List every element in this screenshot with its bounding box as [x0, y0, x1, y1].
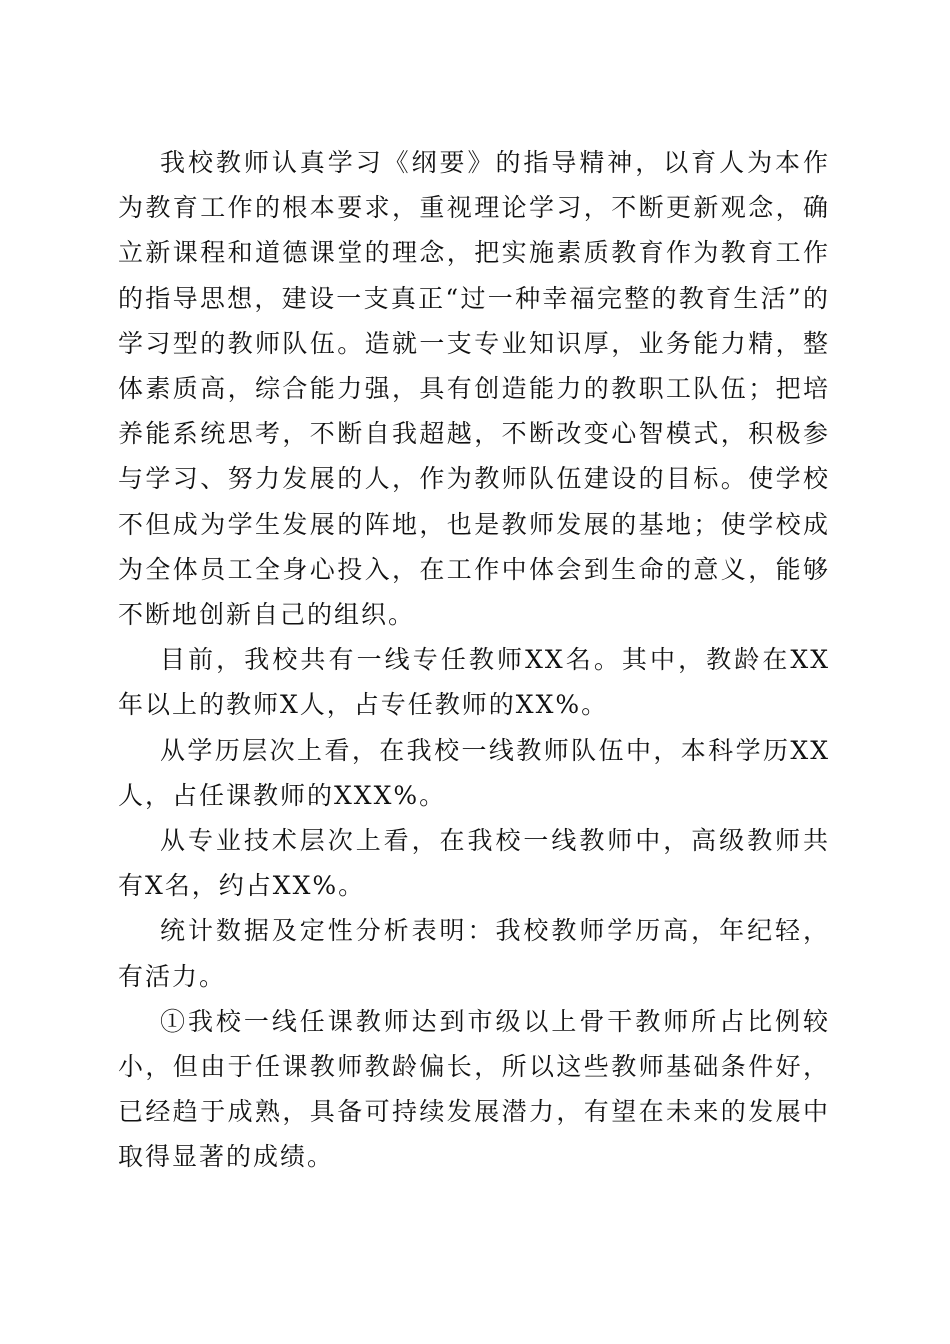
- paragraph-2: 目前，我校共有一线专任教师XX名。其中，教龄在XX年以上的教师X人，占专任教师的XX%。: [118, 645, 830, 720]
- paragraph-5: 统计数据及定性分析表明：我校教师学历高，年纪轻，有活力。: [118, 916, 830, 991]
- paragraph-1: 我校教师认真学习《纲要》的指导精神，以育人为本作为教育工作的根本要求，重视理论学习，不断更新观念，确立新课程和道德课堂的理念，把实施素质教育作为教育工作的指导思想，建设一支真正“过一种幸福完整的教育生活”的学习型的教师队伍。造就一支专业知识厚，业务能力精，整体素质高，综合能力强，具有创造能力的教职工队伍；把培养能系统思考，不断自我超越，不断改变心智模式，积极参与学习、努力发展的人，作为教师队伍建设的目标。使学校不但成为学生发展的阵地，也是教师发展的基地；使学校成为全体员工全身心投入，在工作中体会到生命的意义，能够不断地创新自己的组织。: [118, 148, 830, 630]
- paragraph-6: ①我校一线任课教师达到市级以上骨干教师所占比例较小，但由于任课教师教龄偏长，所以这些教师基础条件好，已经趋于成熟，具备可持续发展潜力，有望在未来的发展中取得显著的成绩。: [118, 1006, 830, 1172]
- document-body: [118, 140, 830, 1180]
- paragraph-4: 从专业技术层次上看，在我校一线教师中，高级教师共有X名，约占XX%。: [118, 826, 830, 901]
- paragraph-3: 从学历层次上看，在我校一线教师队伍中，本科学历XX人，占任课教师的XXX%。: [118, 735, 830, 810]
